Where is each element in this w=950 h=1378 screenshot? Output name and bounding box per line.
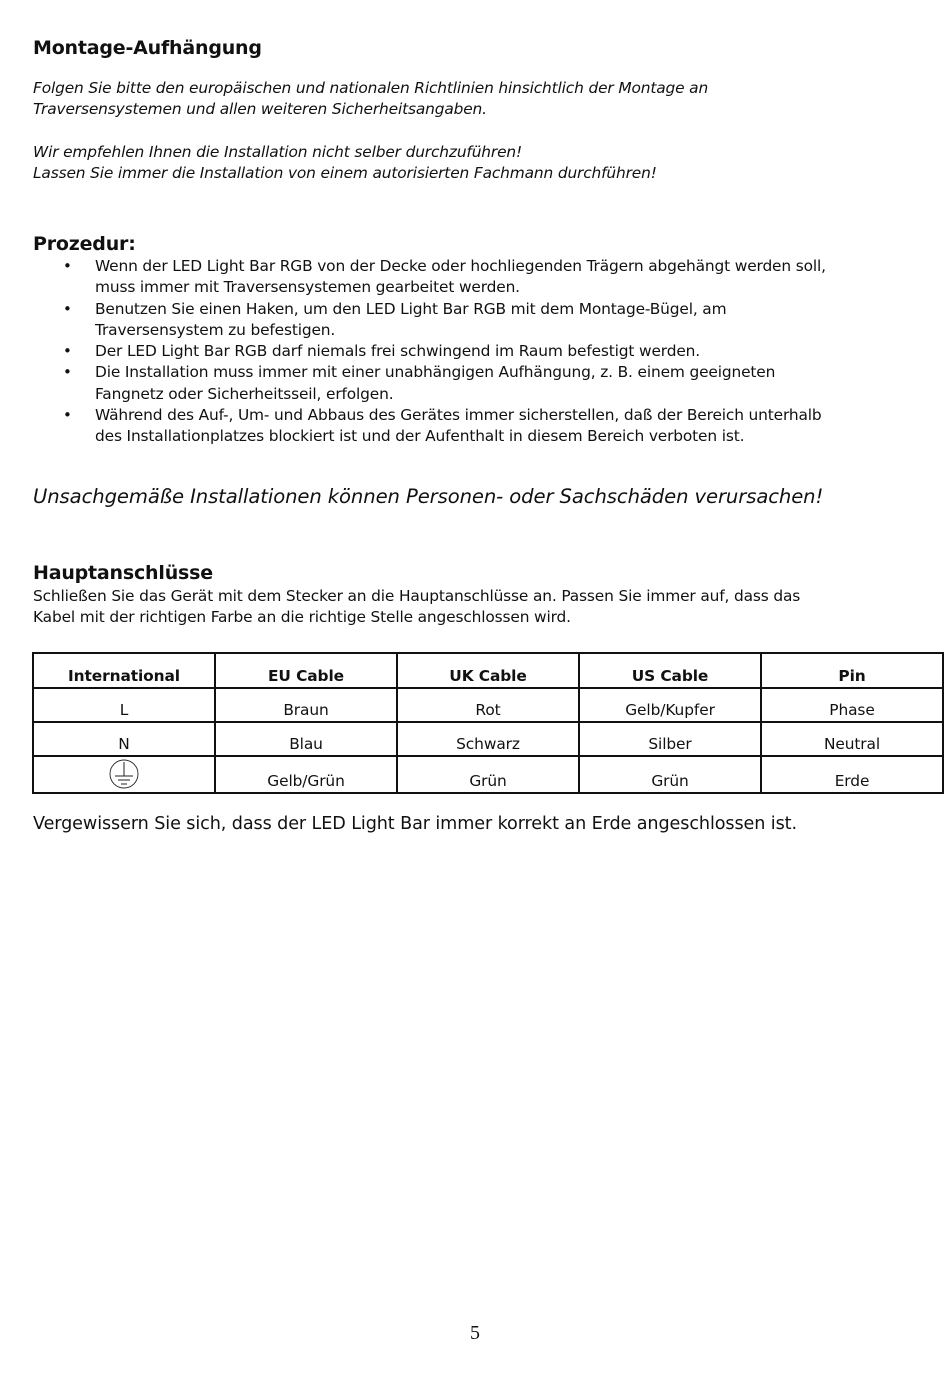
- column-header-us-cable: US Cable: [579, 653, 761, 688]
- section-title-montage: Montage-Aufhängung: [33, 37, 262, 59]
- table-cell: N: [33, 722, 215, 756]
- table-cell: Silber: [579, 722, 761, 756]
- list-item-line: • Benutzen Sie einen Haken, um den LED Light Bar RGB mit dem Montage-Bügel, am: [95, 299, 727, 318]
- table-cell: L: [33, 688, 215, 722]
- montage-paragraph-1: [33, 78, 933, 121]
- procedure-list: [33, 256, 923, 448]
- section-title-prozedur: Prozedur:: [33, 233, 136, 255]
- table-cell: Rot: [397, 688, 579, 722]
- list-item-line: • Während des Auf-, Um- und Abbaus des Gerätes immer sicherstellen, daß der Bereich unterhalb: [95, 406, 822, 425]
- connection-paragraph-line-2: Kabel mit der richtigen Farbe an die richtige Stelle angeschlossen wird.: [33, 608, 571, 627]
- column-header-international: International: [33, 653, 215, 688]
- installation-warning: Unsachgemäße Installationen können Personen- oder Sachschäden verursachen!: [33, 485, 824, 508]
- list-item-line: Traversensystem zu befestigen.: [95, 320, 336, 339]
- table-cell: Grün: [579, 756, 761, 793]
- list-item-line: muss immer mit Traversensystemen gearbeitet werden.: [95, 278, 520, 297]
- table-cell: Phase: [761, 688, 943, 722]
- column-header-eu-cable: EU Cable: [215, 653, 397, 688]
- earth-connection-note: Vergewissern Sie sich, dass der LED Light Bar immer korrekt an Erde angeschlossen ist.: [33, 814, 797, 834]
- list-item: [33, 405, 923, 448]
- cable-color-table: [32, 652, 944, 794]
- list-item-line: des Installationplatzes blockiert ist und der Aufenthalt in diesem Bereich verboten ist.: [95, 427, 745, 446]
- connection-paragraph: [33, 586, 933, 629]
- column-header-uk-cable: UK Cable: [397, 653, 579, 688]
- list-item: [33, 299, 923, 342]
- table-header-row: [33, 653, 943, 688]
- montage-paragraph-1-line-2: Traversensystemen und allen weiteren Sicherheitsangaben.: [33, 100, 487, 119]
- montage-paragraph-2-line-2: Lassen Sie immer die Installation von einem autorisierten Fachmann durchführen!: [33, 164, 657, 183]
- list-item-line: • Wenn der LED Light Bar RGB von der Decke oder hochliegenden Trägern abgehängt werden soll,: [95, 257, 826, 275]
- table-cell: Neutral: [761, 722, 943, 756]
- list-item: [33, 256, 923, 299]
- montage-paragraph-2-line-1: Wir empfehlen Ihnen die Installation nicht selber durchzuführen!: [33, 143, 523, 161]
- table-cell: Grün: [397, 756, 579, 793]
- table-row: [33, 722, 943, 756]
- list-item-line: Fangnetz oder Sicherheitsseil, erfolgen.: [95, 384, 394, 403]
- section-title-hauptanschluesse: Hauptanschlüsse: [33, 562, 213, 584]
- page-number: 5: [470, 1322, 480, 1344]
- column-header-pin: Pin: [761, 653, 943, 688]
- table-cell: Schwarz: [397, 722, 579, 756]
- table-cell: Blau: [215, 722, 397, 756]
- table-cell: Gelb/Kupfer: [579, 688, 761, 722]
- table-row: [33, 688, 943, 722]
- list-item-line: • Die Installation muss immer mit einer unabhängigen Aufhängung, z. B. einem geeigneten: [95, 363, 776, 382]
- list-item: [33, 341, 923, 362]
- protective-earth-icon: [107, 759, 141, 789]
- table-row: [33, 756, 943, 793]
- table-cell: Braun: [215, 688, 397, 722]
- table-cell: Gelb/Grün: [215, 756, 397, 793]
- list-item: [33, 362, 923, 405]
- connection-paragraph-line-1: Schließen Sie das Gerät mit dem Stecker an die Hauptanschlüsse an. Passen Sie immer auf, dass das: [33, 587, 801, 605]
- table-cell-earth-symbol: [33, 756, 215, 793]
- list-item-line: • Der LED Light Bar RGB darf niemals frei schwingend im Raum befestigt werden.: [95, 342, 700, 361]
- montage-paragraph-1-line-1: Folgen Sie bitte den europäischen und nationalen Richtlinien hinsichtlich der Montage an: [33, 79, 709, 97]
- montage-paragraph-2: [33, 142, 933, 185]
- table-cell: Erde: [761, 756, 943, 793]
